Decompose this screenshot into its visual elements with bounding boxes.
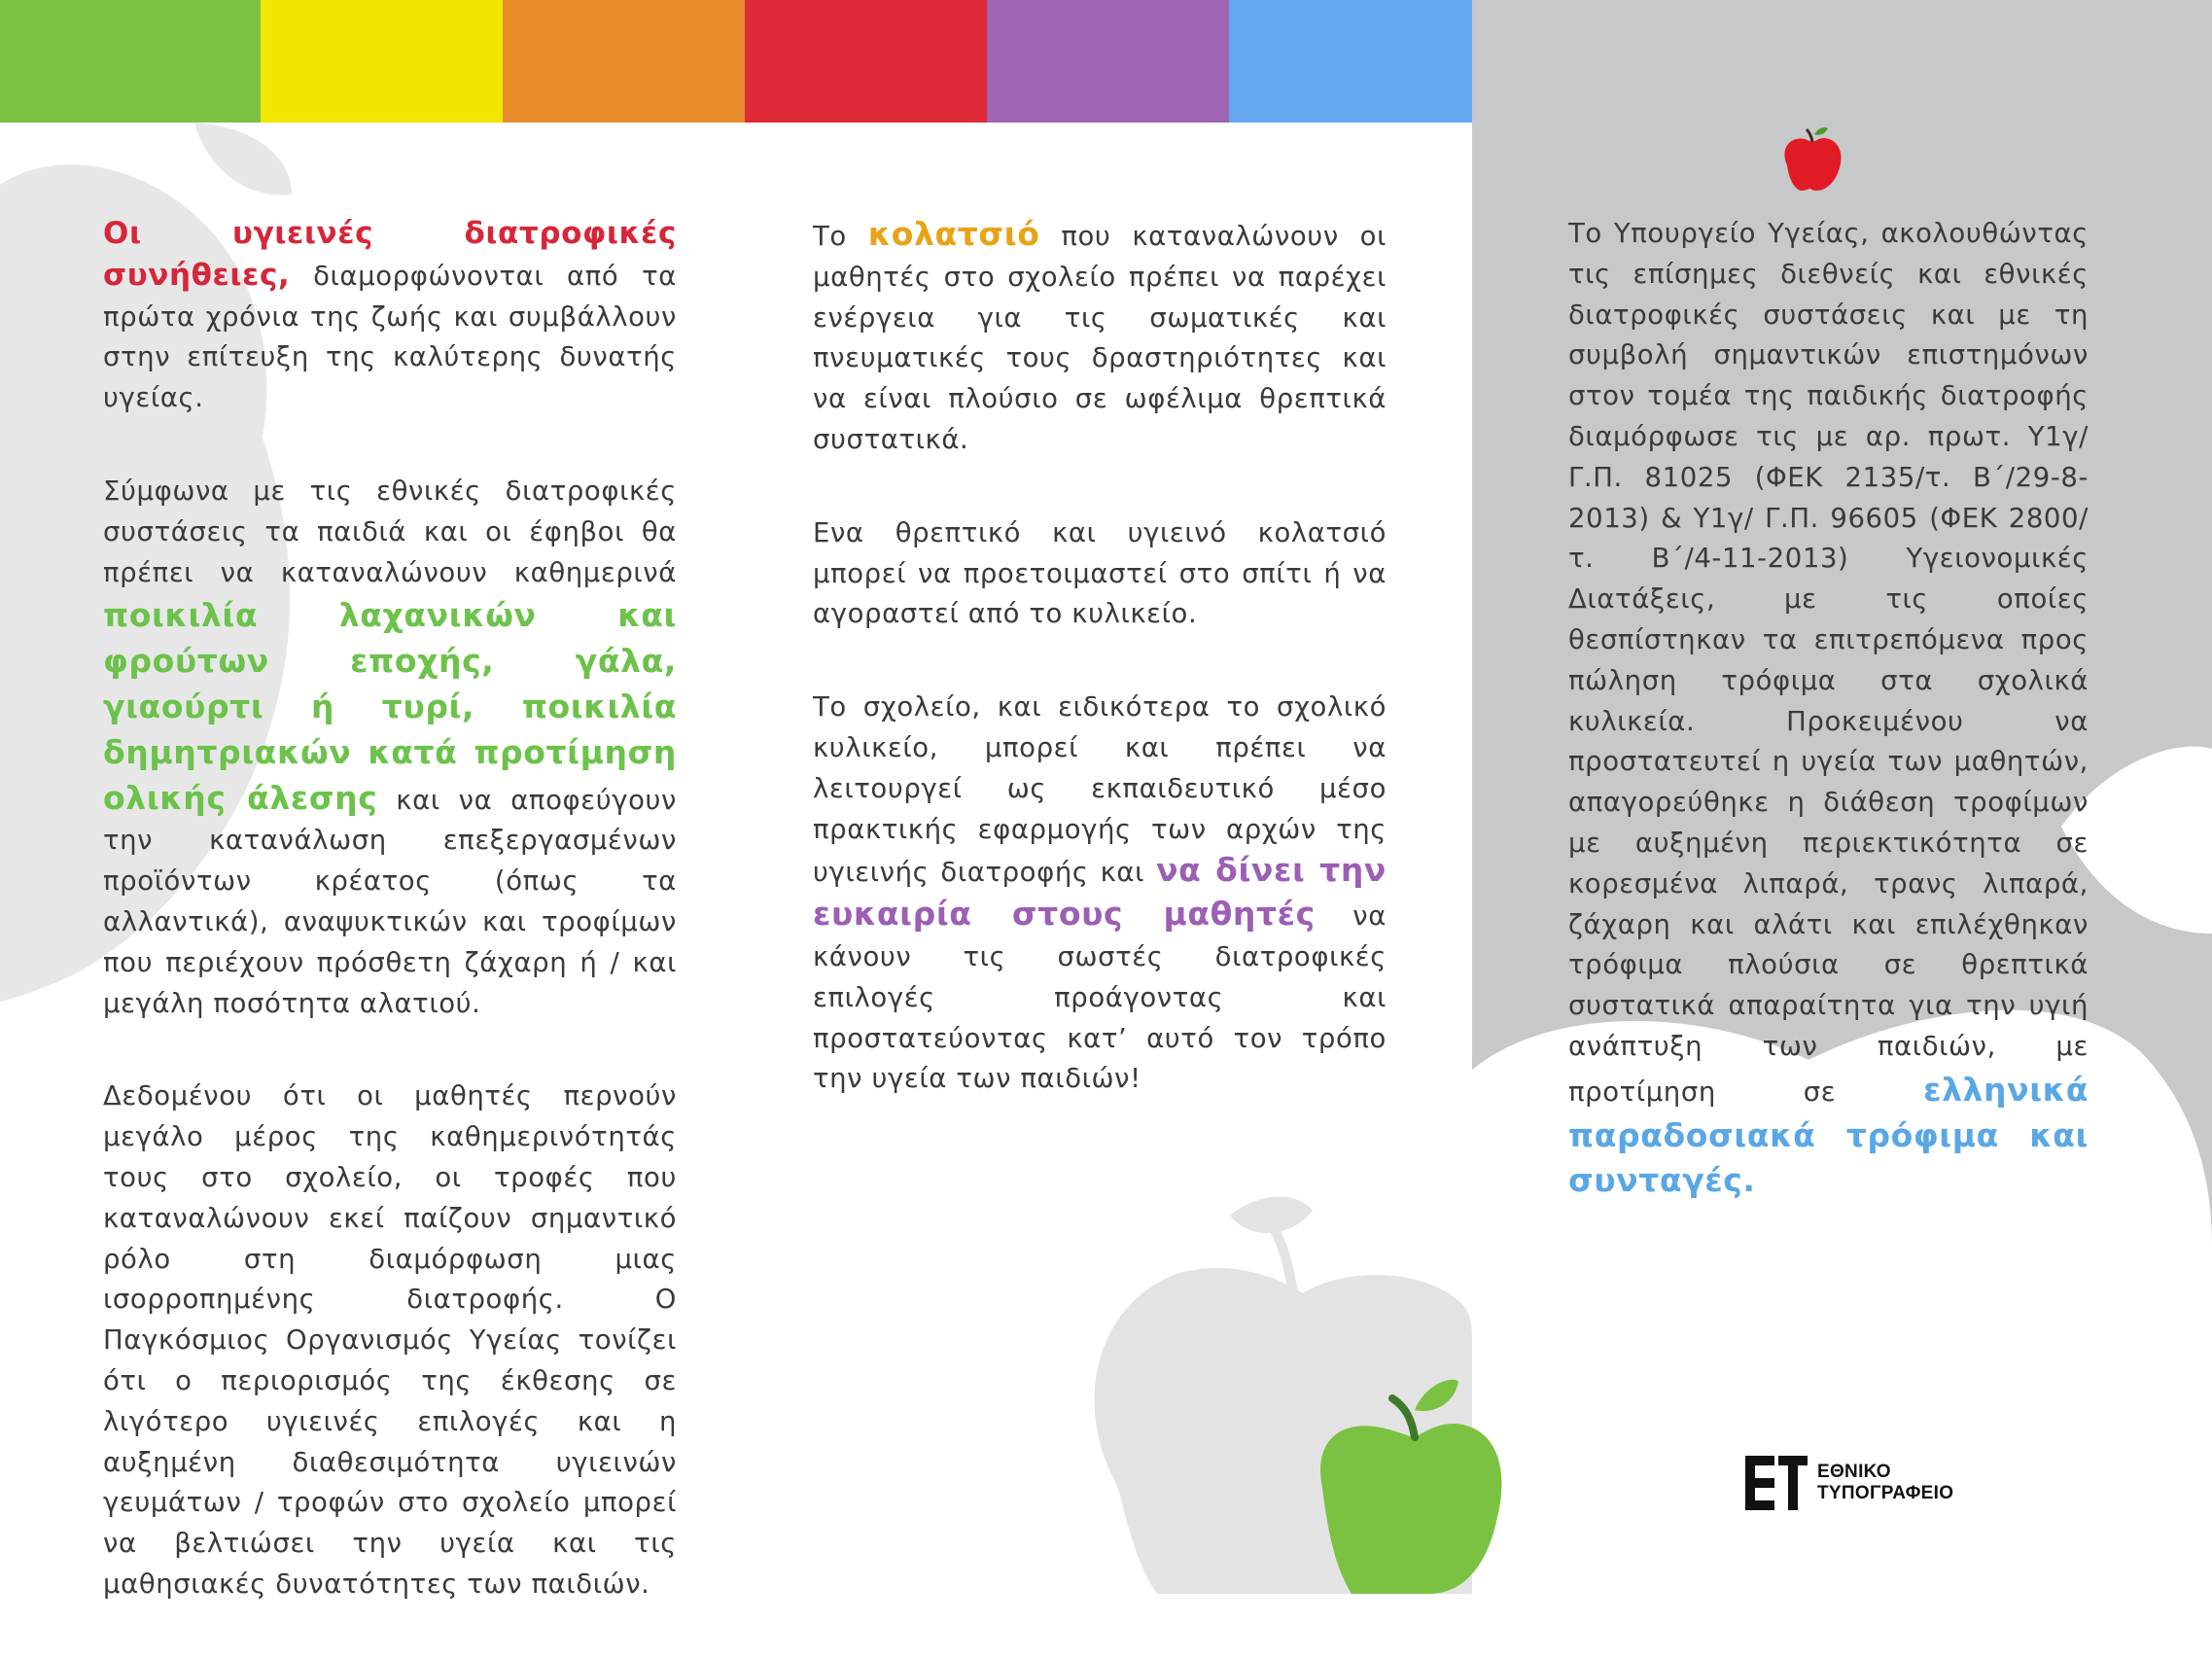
col2-p3-text-b: να κάνουν τις σωστές διατροφικές επιλογές προάγοντας και προστατεύοντας κατ’ αυτό τον τρόπο την υγεία των παιδιών! bbox=[813, 900, 1387, 1095]
col2-paragraph-2 bbox=[813, 513, 1387, 635]
middle-gray-leaf bbox=[1230, 1197, 1313, 1234]
col3-p1-text: Το Υπουργείο Υγείας, ακολουθώντας τις επίσημες διεθνείς και εθνικές διατροφικές συστάσεις και με τη συμβολή σημαντικών επιστημόνων στον τομέα της παιδικής διατροφής διαμόρφωσε τις με αρ. πρωτ. Υ1γ/Γ.Π. 81025 (ΦΕΚ 2135/τ. Β΄/29-8-2013) & Υ1γ/ Γ.Π. 96605 (ΦΕΚ 2800/τ. Β΄/4-11-2013) Υγειονομικές Διατάξεις, με τις οποίες θεσπίστηκαν τα επιτρεπόμενα προς πώληση τρόφιμα στα σχολικά κυλικεία. Προκειμένου να προστατευτεί η υγεία των μαθητών, απαγορεύθηκε η διάθεση τροφίμων με αυξημένη περιεκτικότητα σε κορεσμένα λιπαρά, τρανς λιπαρά, ζάχαρη και αλάτι και επιλέχθηκαν τρόφιμα πλούσια σε θρεπτικά συστατικά απαραίτητα για την υγιή ανάπτυξη των παιδιών, με προτίμηση σε bbox=[1568, 218, 2089, 1108]
col1-paragraph-1 bbox=[103, 214, 677, 419]
logo-text bbox=[1817, 1462, 1953, 1504]
col2-paragraph-3 bbox=[813, 688, 1387, 1100]
col1-p1-text: διαμορφώνονται από τα πρώτα χρόνια της ζωής και συμβάλλουν στην επίτευξη της καλύτερης δυνατής υγείας. bbox=[103, 260, 677, 414]
col2-paragraph-1 bbox=[813, 214, 1387, 461]
col3-paragraph-1 bbox=[1568, 214, 2089, 1204]
col2-p3-highlight: να δίνει την ευκαιρία στους μαθητές bbox=[813, 851, 1387, 934]
col1-p2-text-a: Σύμφωνα με τις εθνικές διατροφικές συστάσεις τα παιδιά και οι έφηβοι θα πρέπει να καταναλώνουν καθημερινά bbox=[103, 475, 677, 588]
column-1 bbox=[103, 214, 677, 1658]
healthy-habits-heading: Οι υγιεινές διατροφικές συνήθειες, bbox=[103, 216, 677, 293]
col1-paragraph-3 bbox=[103, 1076, 677, 1605]
snack-highlight: κολατσιό bbox=[867, 215, 1040, 253]
col2-p2-text: Ενα θρεπτικό και υγιεινό κολατσιό μπορεί να προετοιμαστεί στο σπίτι ή να αγοραστεί από το κυλικείο. bbox=[813, 516, 1387, 630]
logo-line-2: ΤΥΠΟΓΡΑΦΕΙΟ bbox=[1817, 1483, 1954, 1503]
red-apple-icon bbox=[1784, 127, 1841, 191]
column-3 bbox=[1568, 214, 2089, 1256]
col2-p1-text-a: Το bbox=[813, 221, 868, 252]
left-leaf-shape bbox=[194, 123, 292, 195]
col3-highlight: ελληνικά παραδοσιακά τρόφιμα και συνταγές. bbox=[1568, 1070, 2089, 1200]
national-printing-office-logo bbox=[1745, 1456, 1953, 1510]
et-logo-icon bbox=[1745, 1456, 1808, 1510]
col1-p2-text-b: και να αποφεύγουν την κατανάλωση επεξεργασμένων προϊόντων κρέατος (όπως τα αλλαντικά), αναψυκτικών και τροφίμων που περιέχουν πρόσθετη ζάχαρη ή / και μεγάλη ποσότητα αλατιού. bbox=[103, 784, 677, 1019]
col2-p1-text-b: που καταναλώνουν οι μαθητές στο σχολείο πρέπει να παρέχει ενέργεια για τις σωματικές και πνευματικές τους δραστηριότητες και να είναι πλούσιο σε ωφέλιμα θρεπτικά συστατικά. bbox=[813, 221, 1387, 455]
col1-p3-text: Δεδομένου ότι οι μαθητές περνούν μεγάλο μέρος της καθημερινότητάς τους στο σχολείο, οι τροφές που καταναλώνουν εκεί παίζουν σημαντικό ρόλο στη διαμόρφωση μιας ισορροπημένης διατροφής. Ο Παγκόσμιος Οργανισμός Υγείας τονίζει ότι ο περιορισμός της έκθεσης σε λιγότερο υγιεινές επιλογές και η αυξημένη διαθεσιμότητα υγιεινών γευμάτων / τροφών στο σχολείο μπορεί να βελτιώσει την υγεία και τις μαθησιακές δυνατότητες των παιδιών. bbox=[103, 1080, 677, 1600]
col2-p3-text-a: Το σχολείο, και ειδικότερα το σχολικό κυλικείο, μπορεί και πρέπει να λειτουργεί ως εκπαιδευτικό μέσο πρακτικής εφαρμογής των αρχών της υγιεινής διατροφής και bbox=[813, 691, 1387, 889]
col1-paragraph-2 bbox=[103, 472, 677, 1024]
col1-p2-highlight: ποικιλία λαχανικών και φρούτων εποχής, γάλα, γιαούρτι ή τυρί, ποικιλία δημητριακών κατά προτίμηση ολικής άλεσης bbox=[103, 596, 677, 817]
logo-line-1: ΕΘΝΙΚΟ bbox=[1817, 1462, 1891, 1482]
column-2 bbox=[813, 214, 1387, 1152]
